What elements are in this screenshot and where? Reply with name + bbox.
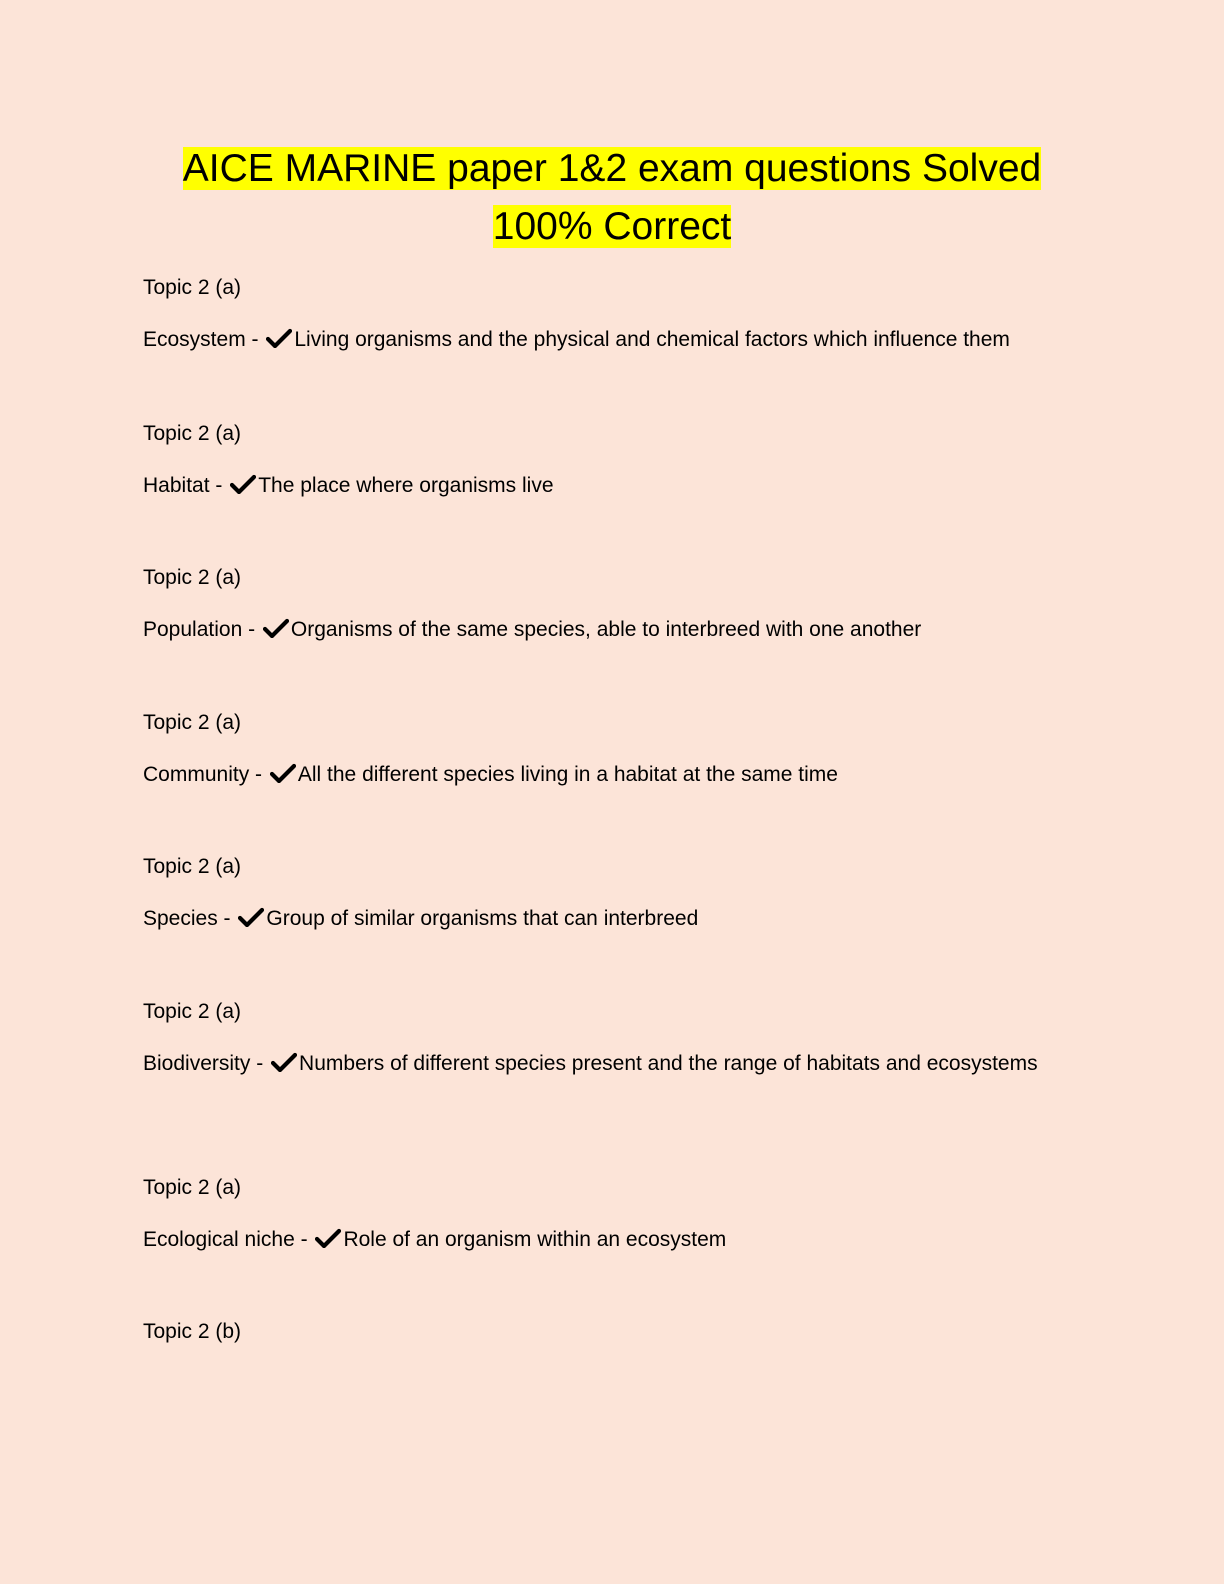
checkmark-icon xyxy=(315,1228,341,1248)
topic-label: Topic 2 (b) xyxy=(143,1320,242,1343)
term: Ecosystem - xyxy=(143,328,259,351)
term-definition xyxy=(143,324,1063,356)
topic-label: Topic 2 (a) xyxy=(143,276,242,299)
term-definition xyxy=(143,1048,1063,1080)
flashcard-entry xyxy=(143,709,1063,791)
flashcard-entry xyxy=(143,420,1063,502)
term-definition xyxy=(143,614,1063,646)
definition: Role of an organism within an ecosystem xyxy=(343,1228,727,1251)
term: Community - xyxy=(143,763,263,786)
topic-label: Topic 2 (a) xyxy=(143,1000,242,1023)
flashcard-entry xyxy=(143,853,1063,935)
definition: Living organisms and the physical and chemical factors which influence them xyxy=(294,328,1010,351)
document-title xyxy=(120,140,1104,256)
term-definition xyxy=(143,759,1063,791)
checkmark-icon xyxy=(230,474,256,494)
definition: Group of similar organisms that can interbreed xyxy=(266,907,699,930)
term: Species - xyxy=(143,907,231,930)
topic-label: Topic 2 (a) xyxy=(143,711,242,734)
term-definition xyxy=(143,903,1063,935)
checkmark-icon xyxy=(270,763,296,783)
topic-label: Topic 2 (a) xyxy=(143,566,242,589)
definition: Numbers of different species present and the range of habitats and ecosystems xyxy=(299,1052,1038,1075)
flashcard-entry xyxy=(143,1174,1063,1256)
term-definition xyxy=(143,470,1063,502)
flashcard-entry xyxy=(143,998,1063,1080)
topic-label: Topic 2 (a) xyxy=(143,1176,242,1199)
term: Habitat - xyxy=(143,474,223,497)
flashcard-entry xyxy=(143,1318,1063,1346)
flashcard-entry xyxy=(143,274,1063,356)
topic-label: Topic 2 (a) xyxy=(143,422,242,445)
term: Ecological niche - xyxy=(143,1228,308,1251)
term: Biodiversity - xyxy=(143,1052,264,1075)
definition: All the different species living in a habitat at the same time xyxy=(297,763,838,786)
checkmark-icon xyxy=(266,328,292,348)
definition: Organisms of the same species, able to interbreed with one another xyxy=(290,618,922,641)
term: Population - xyxy=(143,618,256,641)
checkmark-icon xyxy=(238,907,264,927)
title-line-2: 100% Correct xyxy=(492,205,732,248)
checkmark-icon xyxy=(271,1052,297,1072)
definition: The place where organisms live xyxy=(258,474,554,497)
flashcard-entry xyxy=(143,564,1063,646)
title-line-1: AICE MARINE paper 1&2 exam questions Solved xyxy=(182,147,1042,190)
checkmark-icon xyxy=(263,618,289,638)
term-definition xyxy=(143,1224,1063,1256)
topic-label: Topic 2 (a) xyxy=(143,855,242,878)
